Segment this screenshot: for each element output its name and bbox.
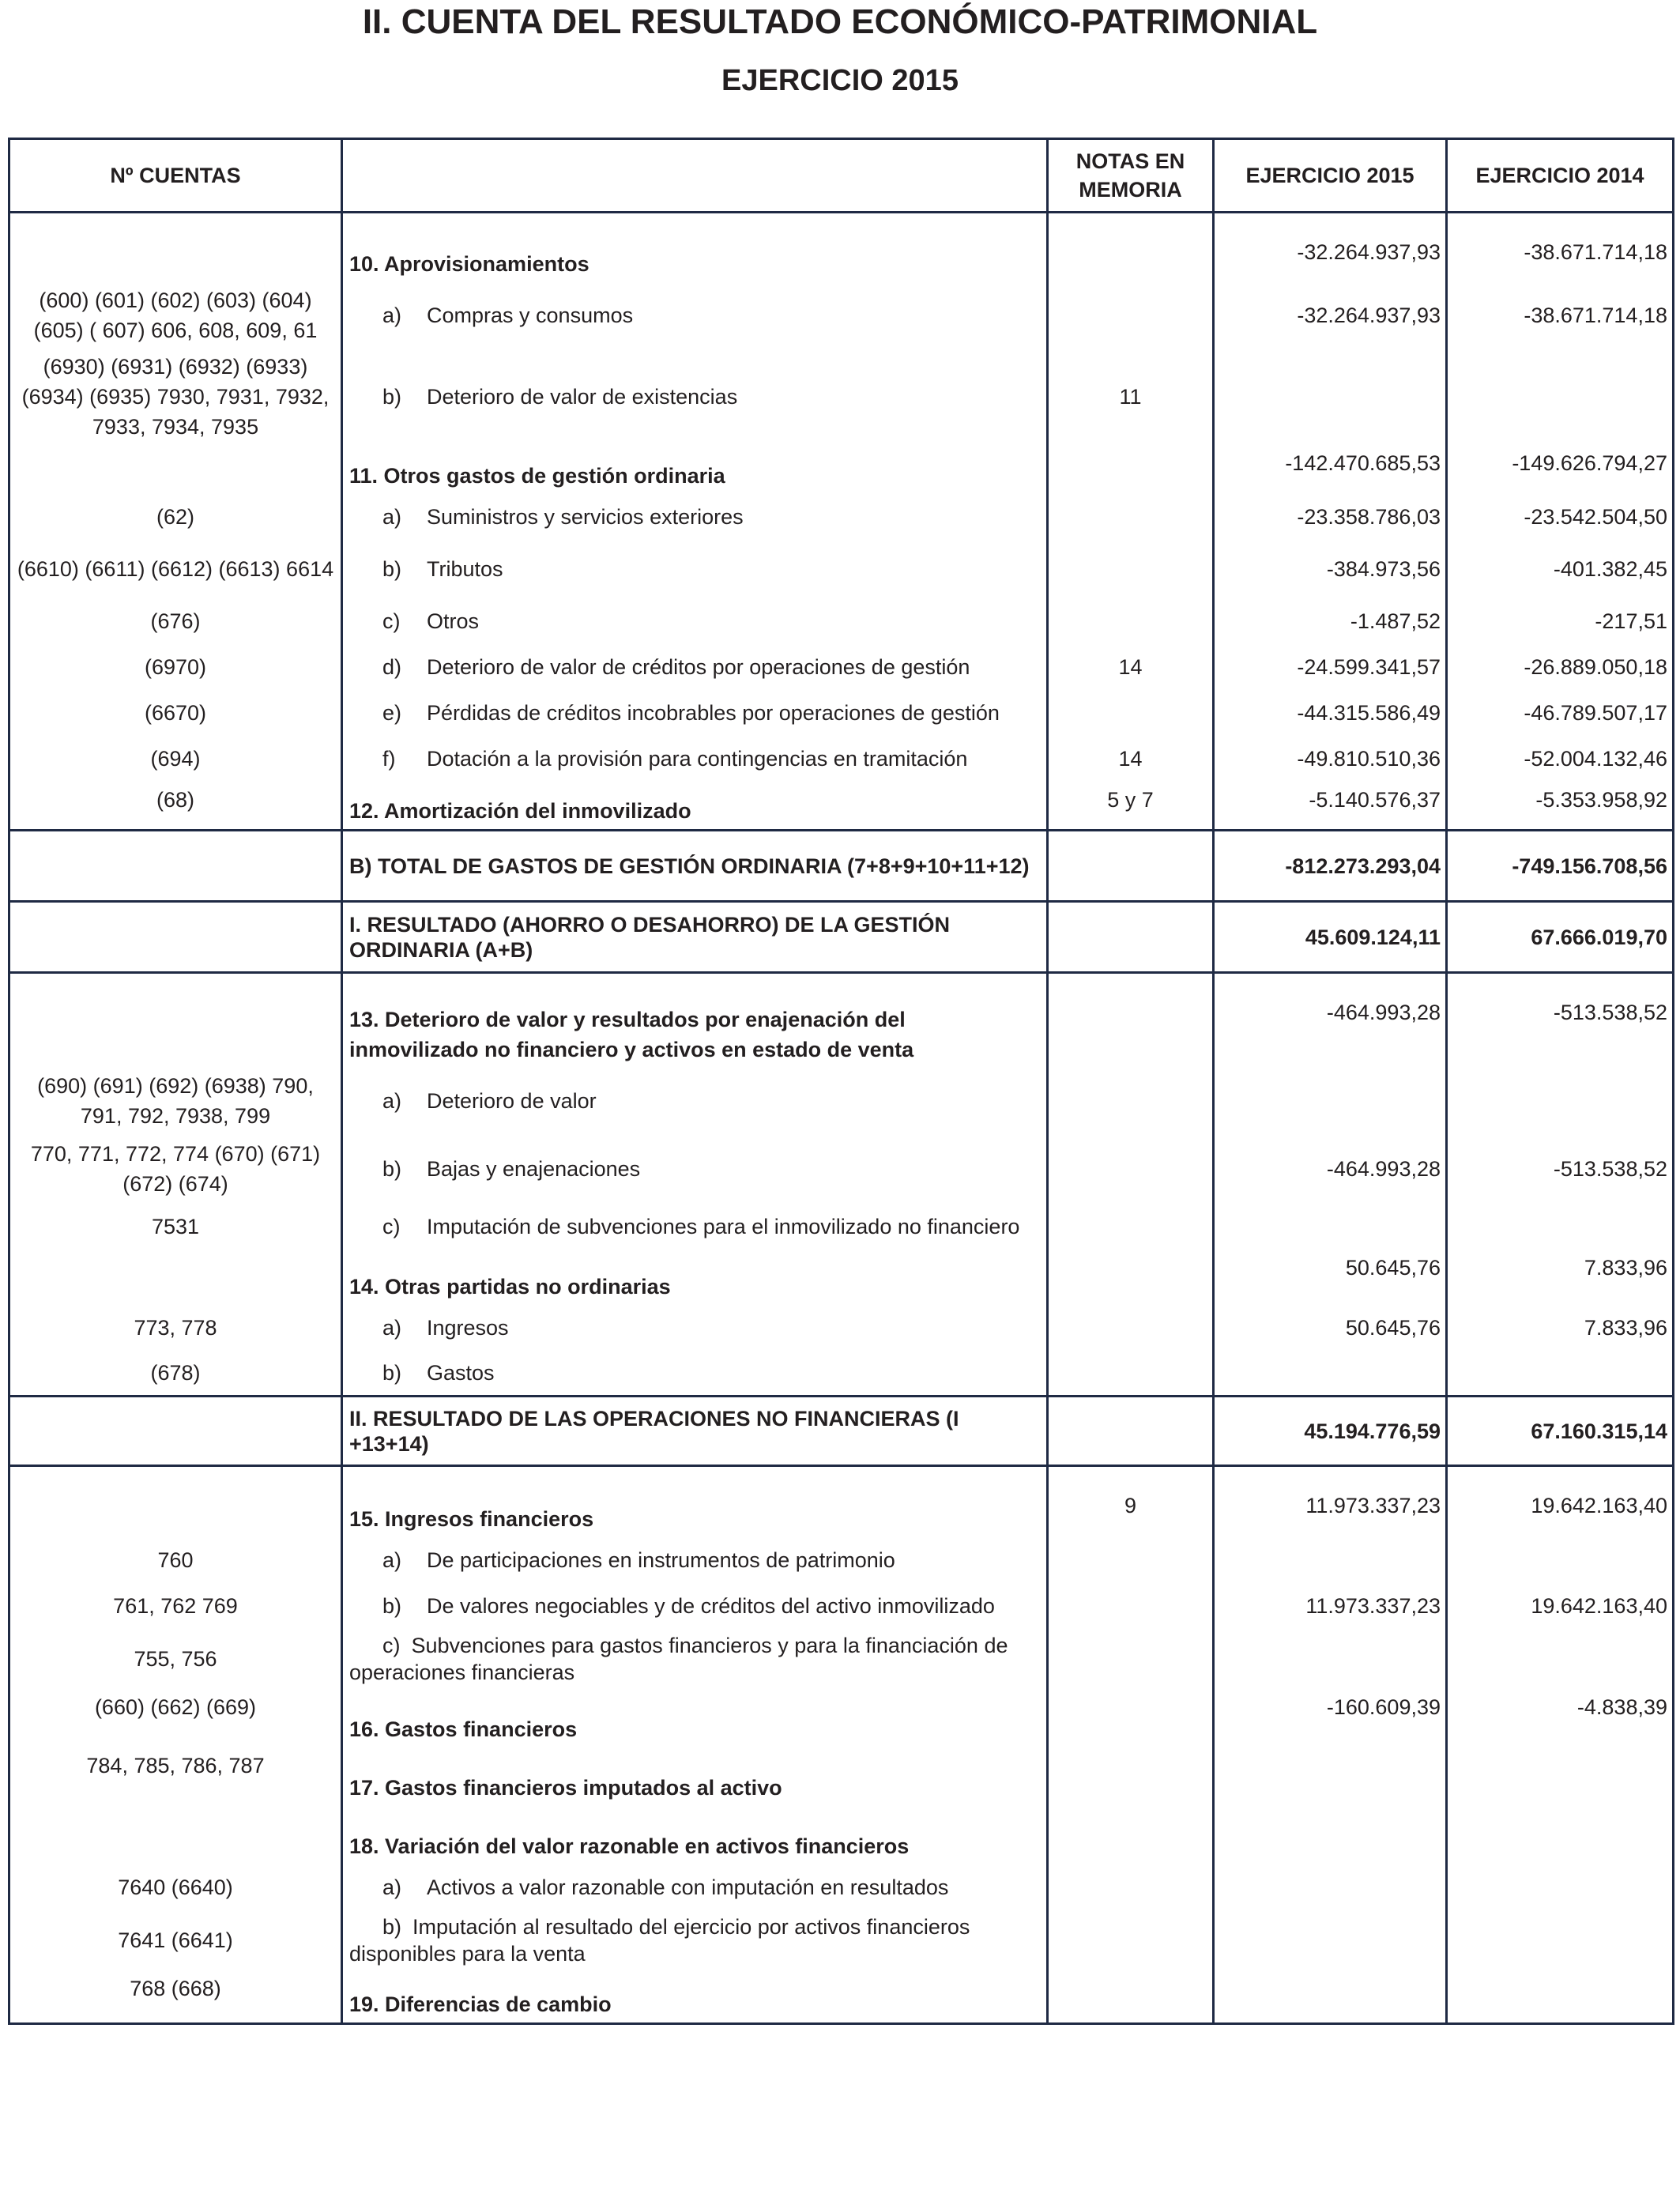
concept-label: 10. Aprovisionamientos [349,251,590,276]
concept-cell [342,973,1048,1068]
item-letter: b) [382,384,402,409]
value-2014 [1447,1537,1674,1583]
account-codes: 760 [9,1537,342,1583]
value-2014: -38.671.714,18 [1447,213,1674,282]
table-row [9,1134,1674,1204]
concept-cell [342,1250,1048,1305]
concept-cell [342,1068,1048,1134]
note-ref [1048,973,1214,1068]
concept-label: Bajas y enajenaciones [427,1156,641,1181]
value-2014: -46.789.507,17 [1447,690,1674,736]
note-ref [1048,1134,1214,1204]
note-ref [1048,1689,1214,1747]
note-ref [1048,1910,1214,1970]
account-codes: 755, 756 [9,1629,342,1689]
item-letter: a) [382,1315,402,1340]
table-header-row [9,139,1674,213]
table-row [9,598,1674,644]
table-row [9,1970,1674,2024]
concept-label: Subvenciones para gastos financieros y para la financiación de operaciones financieras [349,1633,1008,1684]
account-codes: 773, 778 [9,1305,342,1351]
header-notes-line1: NOTAS EN [1075,149,1185,173]
concept-label: Compras y consumos [427,303,634,327]
table-row [9,644,1674,690]
concept-cell [342,1629,1048,1689]
value-2015: -142.470.685,53 [1214,445,1447,494]
value-2014: -401.382,45 [1447,540,1674,598]
value-2014 [1447,1806,1674,1864]
account-codes [9,902,342,973]
value-2015: 45.194.776,59 [1214,1397,1447,1466]
table-row [9,690,1674,736]
concept-cell [342,1864,1048,1910]
note-ref [1048,1250,1214,1305]
header-year-2014: EJERCICIO 2014 [1447,139,1674,213]
value-2015: 11.973.337,23 [1214,1583,1447,1629]
value-2014 [1447,349,1674,445]
concept-cell [342,213,1048,282]
concept-cell [342,1806,1048,1864]
value-2014: -749.156.708,56 [1447,831,1674,902]
total-row [9,902,1674,973]
account-codes: (6970) [9,644,342,690]
value-2015: -1.487,52 [1214,598,1447,644]
note-ref [1048,1204,1214,1250]
table-row [9,1806,1674,1864]
item-letter: b) [382,1914,402,1939]
concept-label: Tributos [427,556,503,581]
note-ref [1048,1305,1214,1351]
concept-cell [342,540,1048,598]
header-year-2015: EJERCICIO 2015 [1214,139,1447,213]
account-codes: 7640 (6640) [9,1864,342,1910]
value-2015 [1214,1864,1447,1910]
table-row [9,282,1674,349]
account-codes [9,1250,342,1305]
concept-cell [342,1537,1048,1583]
value-2015 [1214,349,1447,445]
value-2014: 7.833,96 [1447,1305,1674,1351]
value-2015: -160.609,39 [1214,1689,1447,1747]
item-letter: e) [382,700,402,725]
header-concept [342,139,1048,213]
table-row [9,1068,1674,1134]
note-ref [1048,1864,1214,1910]
note-ref [1048,282,1214,349]
page-subtitle: EJERCICIO 2015 [721,64,959,97]
item-letter: c) [382,609,401,633]
note-ref [1048,1537,1214,1583]
concept-label: Dotación a la provisión para contingencias en tramitación [427,746,968,771]
value-2014: -4.838,39 [1447,1689,1674,1747]
concept-label: Deterioro de valor de créditos por operaciones de gestión [427,654,970,679]
note-ref [1048,598,1214,644]
account-codes [9,213,342,282]
table-row [9,1537,1674,1583]
value-2014: -38.671.714,18 [1447,282,1674,349]
value-2015: -23.358.786,03 [1214,494,1447,540]
note-ref [1048,1747,1214,1806]
table-row [9,494,1674,540]
note-ref [1048,540,1214,598]
account-codes [9,973,342,1068]
item-letter: a) [382,1875,402,1899]
concept-cell [342,1747,1048,1806]
concept-cell [342,349,1048,445]
total-row [9,1397,1674,1466]
concept-label: Suministros y servicios exteriores [427,504,744,529]
table-row [9,1250,1674,1305]
total-row [9,831,1674,902]
item-letter: a) [382,303,402,327]
table-row [9,1864,1674,1910]
table-row [9,1629,1674,1689]
table-row [9,445,1674,494]
concept-cell [342,736,1048,782]
concept-label: Deterioro de valor de existencias [427,384,738,409]
value-2014: -217,51 [1447,598,1674,644]
header-accounts: Nº CUENTAS [9,139,342,213]
header-notes-line2: MEMORIA [1079,178,1182,202]
total-label: I. RESULTADO (AHORRO O DESAHORRO) DE LA GESTIÓN ORDINARIA (A+B) [349,912,951,962]
note-ref [1048,445,1214,494]
concept-label: Deterioro de valor [427,1088,597,1113]
table-row [9,1910,1674,1970]
concept-label: 13. Deterioro de valor y resultados por enajenación del inmovilizado no financiero y activos en estado de venta [349,1007,914,1061]
concept-cell [342,1583,1048,1629]
note-ref: 14 [1048,644,1214,690]
value-2014 [1447,1068,1674,1134]
concept-cell [342,644,1048,690]
value-2015: -812.273.293,04 [1214,831,1447,902]
table-row [9,213,1674,282]
note-ref [1048,1351,1214,1397]
concept-cell [342,1134,1048,1204]
concept-label: Pérdidas de créditos incobrables por operaciones de gestión [427,700,1000,725]
account-codes [9,831,342,902]
value-2014: -26.889.050,18 [1447,644,1674,690]
concept-label: 16. Gastos financieros [349,1717,578,1741]
concept-label: Imputación al resultado del ejercicio por activos financieros disponibles para la venta [349,1914,970,1966]
concept-label: De valores negociables y de créditos del activo inmovilizado [427,1593,995,1618]
value-2015: 50.645,76 [1214,1250,1447,1305]
table-row [9,1204,1674,1250]
value-2014 [1447,1970,1674,2024]
value-2014 [1447,1351,1674,1397]
value-2015: -49.810.510,36 [1214,736,1447,782]
income-statement-table [8,138,1674,2025]
table-row [9,736,1674,782]
note-ref [1048,1397,1214,1466]
concept-label: 14. Otras partidas no ordinarias [349,1274,671,1299]
note-ref [1048,1806,1214,1864]
value-2014: -23.542.504,50 [1447,494,1674,540]
account-codes: 768 (668) [9,1970,342,2024]
concept-label: 12. Amortización del inmovilizado [349,799,691,823]
item-letter: d) [382,654,402,679]
account-codes: 761, 762 769 [9,1583,342,1629]
note-ref [1048,213,1214,282]
item-letter: c) [382,1633,401,1657]
value-2015: -464.993,28 [1214,973,1447,1068]
value-2014: -5.353.958,92 [1447,782,1674,831]
table-row [9,1351,1674,1397]
note-ref [1048,1970,1214,2024]
value-2015 [1214,1351,1447,1397]
value-2014 [1447,1204,1674,1250]
value-2015 [1214,1970,1447,2024]
header-notes [1048,139,1214,213]
concept-cell [342,1970,1048,2024]
account-codes: (676) [9,598,342,644]
concept-cell [342,690,1048,736]
concept-label: Ingresos [427,1315,509,1340]
item-letter: a) [382,1547,402,1572]
value-2015: -24.599.341,57 [1214,644,1447,690]
page-title: II. CUENTA DEL RESULTADO ECONÓMICO-PATRIMONIAL [362,2,1318,41]
table-row [9,973,1674,1068]
value-2015: -384.973,56 [1214,540,1447,598]
account-codes: (660) (662) (669) [9,1689,342,1747]
concept-cell [342,782,1048,831]
value-2014: 19.642.163,40 [1447,1466,1674,1537]
table-row [9,1305,1674,1351]
account-codes: (678) [9,1351,342,1397]
concept-cell [342,1466,1048,1537]
concept-cell [342,282,1048,349]
value-2015: -32.264.937,93 [1214,282,1447,349]
value-2015 [1214,1629,1447,1689]
value-2015 [1214,1204,1447,1250]
concept-cell [342,1204,1048,1250]
concept-cell [342,1397,1048,1466]
value-2014: -513.538,52 [1447,1134,1674,1204]
value-2015 [1214,1068,1447,1134]
item-letter: a) [382,504,402,529]
concept-cell [342,1305,1048,1351]
note-ref: 11 [1048,349,1214,445]
item-letter: b) [382,1360,402,1385]
concept-cell [342,1351,1048,1397]
item-letter: a) [382,1088,402,1113]
account-codes: 7641 (6641) [9,1910,342,1970]
concept-label: 17. Gastos financieros imputados al activo [349,1775,782,1800]
note-ref [1048,1629,1214,1689]
concept-cell [342,1910,1048,1970]
table-row [9,1689,1674,1747]
item-letter: f) [382,746,396,771]
table-row [9,782,1674,831]
item-letter: c) [382,1214,401,1238]
value-2015 [1214,1747,1447,1806]
concept-label: Imputación de subvenciones para el inmovilizado no financiero [427,1214,1020,1238]
total-label: II. RESULTADO DE LAS OPERACIONES NO FINANCIERAS (I +13+14) [349,1406,959,1456]
concept-label: 15. Ingresos financieros [349,1506,594,1531]
note-ref [1048,690,1214,736]
value-2015: -44.315.586,49 [1214,690,1447,736]
note-ref: 14 [1048,736,1214,782]
table-row [9,1466,1674,1537]
value-2015: -5.140.576,37 [1214,782,1447,831]
account-codes: 770, 771, 772, 774 (670) (671) (672) (674) [9,1134,342,1204]
note-ref [1048,1583,1214,1629]
account-codes [9,1806,342,1864]
value-2014 [1447,1747,1674,1806]
value-2015 [1214,1537,1447,1583]
account-codes [9,445,342,494]
concept-label: 11. Otros gastos de gestión ordinaria [349,463,725,488]
account-codes: (6670) [9,690,342,736]
account-codes: (6610) (6611) (6612) (6613) 6614 [9,540,342,598]
concept-label: 19. Diferencias de cambio [349,1992,612,2016]
account-codes: (6930) (6931) (6932) (6933) (6934) (6935) 7930, 7931, 7932, 7933, 7934, 7935 [9,349,342,445]
account-codes: (600) (601) (602) (603) (604) (605) ( 607) 606, 608, 609, 61 [9,282,342,349]
concept-cell [342,494,1048,540]
concept-cell [342,831,1048,902]
value-2015: -464.993,28 [1214,1134,1447,1204]
value-2014: 67.160.315,14 [1447,1397,1674,1466]
value-2014: -149.626.794,27 [1447,445,1674,494]
table-row [9,349,1674,445]
concept-cell [342,1689,1048,1747]
total-label: B) TOTAL DE GASTOS DE GESTIÓN ORDINARIA (7+8+9+10+11+12) [349,854,1030,878]
concept-label: 18. Variación del valor razonable en activos financieros [349,1834,910,1858]
account-codes: (690) (691) (692) (6938) 790, 791, 792, 7938, 799 [9,1068,342,1134]
item-letter: b) [382,556,402,581]
value-2014: 67.666.019,70 [1447,902,1674,973]
table-row [9,1747,1674,1806]
note-ref [1048,494,1214,540]
value-2014 [1447,1910,1674,1970]
table-row [9,1583,1674,1629]
item-letter: b) [382,1156,402,1181]
item-letter: b) [382,1593,402,1618]
account-codes: 7531 [9,1204,342,1250]
account-codes: 784, 785, 786, 787 [9,1747,342,1806]
value-2014: -52.004.132,46 [1447,736,1674,782]
value-2014 [1447,1629,1674,1689]
concept-label: De participaciones en instrumentos de patrimonio [427,1547,895,1572]
concept-cell [342,902,1048,973]
value-2015: 45.609.124,11 [1214,902,1447,973]
value-2014 [1447,1864,1674,1910]
value-2014: 7.833,96 [1447,1250,1674,1305]
account-codes: (62) [9,494,342,540]
concept-label: Otros [427,609,480,633]
value-2015 [1214,1910,1447,1970]
account-codes [9,1397,342,1466]
account-codes [9,1466,342,1537]
concept-cell [342,598,1048,644]
value-2014: -513.538,52 [1447,973,1674,1068]
note-ref [1048,1068,1214,1134]
concept-label: Gastos [427,1360,495,1385]
value-2015: -32.264.937,93 [1214,213,1447,282]
note-ref [1048,902,1214,973]
concept-label: Activos a valor razonable con imputación en resultados [427,1875,949,1899]
value-2015: 50.645,76 [1214,1305,1447,1351]
account-codes: (694) [9,736,342,782]
note-ref: 9 [1048,1466,1214,1537]
note-ref: 5 y 7 [1048,782,1214,831]
note-ref [1048,831,1214,902]
value-2015: 11.973.337,23 [1214,1466,1447,1537]
value-2015 [1214,1806,1447,1864]
concept-cell [342,445,1048,494]
table-row [9,540,1674,598]
account-codes: (68) [9,782,342,831]
value-2014: 19.642.163,40 [1447,1583,1674,1629]
